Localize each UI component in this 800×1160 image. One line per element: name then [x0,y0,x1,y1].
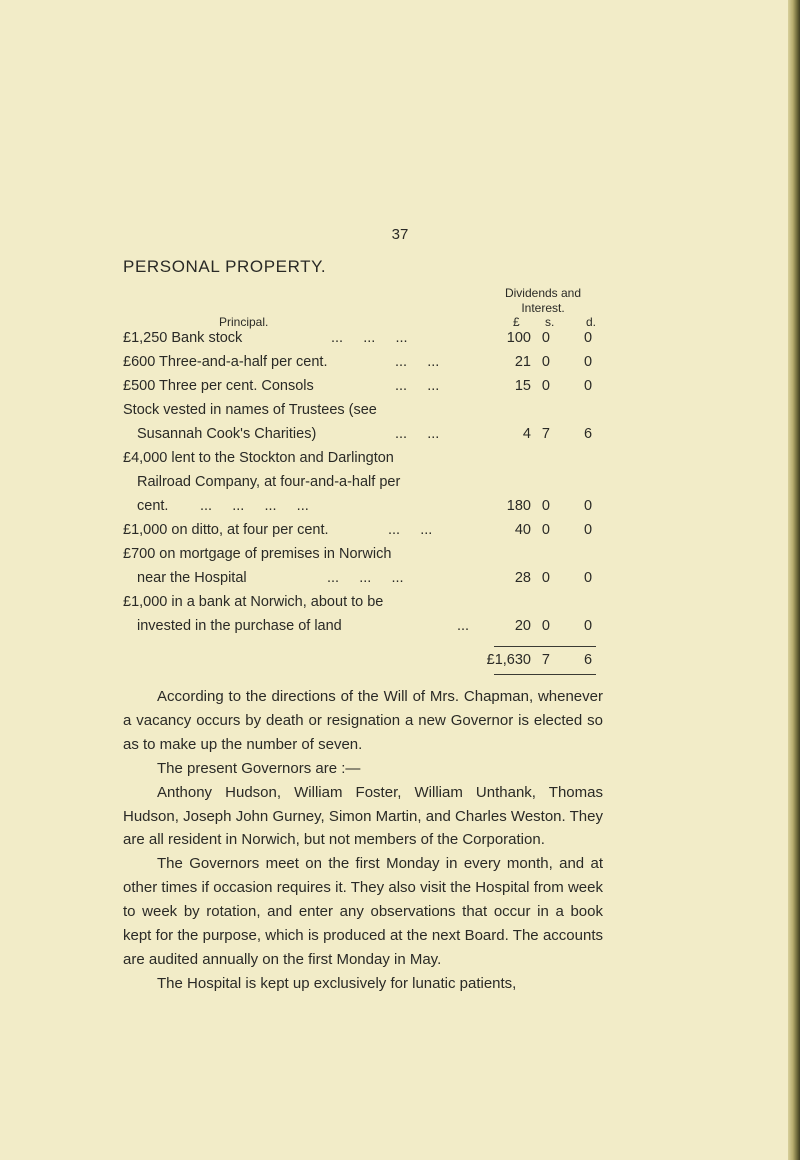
item-pounds: 21 [514,354,531,370]
item-pounds: 180 [506,498,531,514]
table-row [123,496,603,516]
paragraph: The Governors meet on the first Monday in every month, and at other times if occasion requires it. They also visit the Hospital from week to week by rotation, and enter any observations that occur in a book kept for the purpose, which is produced at the next Board. The accounts are audited annually on the first Monday in May. [123,855,603,968]
item-description: £1,000 on ditto, at four per cent. [123,522,329,538]
page-number: 37 [391,226,409,243]
item-pounds: 28 [514,570,531,586]
total-top-rule [494,646,596,647]
table-row [123,424,603,444]
item-pence: 0 [584,498,593,514]
item-pounds: 20 [514,618,531,634]
table-row [123,544,603,564]
table-row [123,352,603,372]
leader-dots: ... ... [388,522,433,538]
table-row [123,616,603,636]
leader-dots: ... ... [395,354,440,370]
leader-dots: ... ... ... [327,570,404,586]
total-row [123,650,603,670]
table-row [123,472,603,492]
item-description: Stock vested in names of Trustees (see [123,402,377,418]
table-row [123,520,603,540]
pence-unit: d. [586,315,597,329]
item-shillings: 0 [541,330,550,346]
item-pence: 0 [584,570,593,586]
item-shillings: 0 [541,378,550,394]
item-pounds: 15 [514,378,531,394]
total-bottom-rule [494,674,596,675]
paragraph: Anthony Hudson, William Foster, William Unthank, Thomas Hudson, Joseph John Gurney, Simon Martin, and Charles Weston. They are all resident in Norwich, but not members of the Corporation. [123,783,603,849]
item-pounds: 40 [514,522,531,538]
book-binding-edge [788,0,800,1160]
table-row [123,568,603,588]
principal-column-header: Principal. [219,315,269,329]
leader-dots: ... [457,618,470,634]
item-description-cont: invested in the purchase of land [137,618,342,634]
leader-dots: ... ... [395,378,440,394]
item-shillings: 0 [541,570,550,586]
item-shillings: 0 [541,354,550,370]
item-description: £1,000 in a bank at Norwich, about to be [123,594,384,610]
item-description-cont: Railroad Company, at four-and-a-half per [137,474,401,490]
total-pence: 6 [584,652,593,668]
item-shillings: 7 [541,426,550,442]
leader-dots: ... ... [395,426,440,442]
item-description-cont: cent. [137,498,169,514]
item-description: £500 Three per cent. Consols [123,378,314,394]
paragraph: The present Governors are :— [157,759,361,777]
item-description: £1,250 Bank stock [123,330,243,346]
item-pence: 0 [584,618,593,634]
pound-unit: £ [513,315,520,329]
interest-column-header: Interest. [521,301,565,315]
paragraph: The Hospital is kept up exclusively for lunatic patients, [157,974,517,992]
item-shillings: 0 [541,618,550,634]
item-pounds: 100 [506,330,531,346]
item-pence: 0 [584,330,593,346]
leader-dots: ... ... ... [331,330,408,346]
total-shillings: 7 [541,652,550,668]
table-row [123,328,603,348]
item-pounds: 4 [522,426,531,442]
paragraph: According to the directions of the Will of Mrs. Chapman, whenever a vacancy occurs by death or resignation a new Governor is elected so as to make up the number of seven. [123,688,603,753]
dividends-column-header: Dividends and [504,286,582,300]
table-row [123,376,603,396]
table-row [123,592,603,612]
item-pence: 0 [584,378,593,394]
table-row [123,400,603,420]
shilling-unit: s. [545,315,555,329]
item-shillings: 0 [541,498,550,514]
table-row [123,448,603,468]
item-pence: 6 [584,426,593,442]
page-heading: PERSONAL PROPERTY. [123,257,327,276]
item-shillings: 0 [541,522,550,538]
item-description: £600 Three-and-a-half per cent. [123,354,328,370]
leader-dots: ... ... ... ... [200,498,309,514]
item-description-cont: near the Hospital [137,570,247,586]
item-pence: 0 [584,354,593,370]
item-description: £4,000 lent to the Stockton and Darlington [123,450,394,466]
item-description-cont: Susannah Cook's Charities) [137,426,317,442]
body-text [123,685,603,996]
item-description: £700 on mortgage of premises in Norwich [123,546,392,562]
total-pounds: £1,630 [486,652,531,668]
item-pence: 0 [584,522,593,538]
